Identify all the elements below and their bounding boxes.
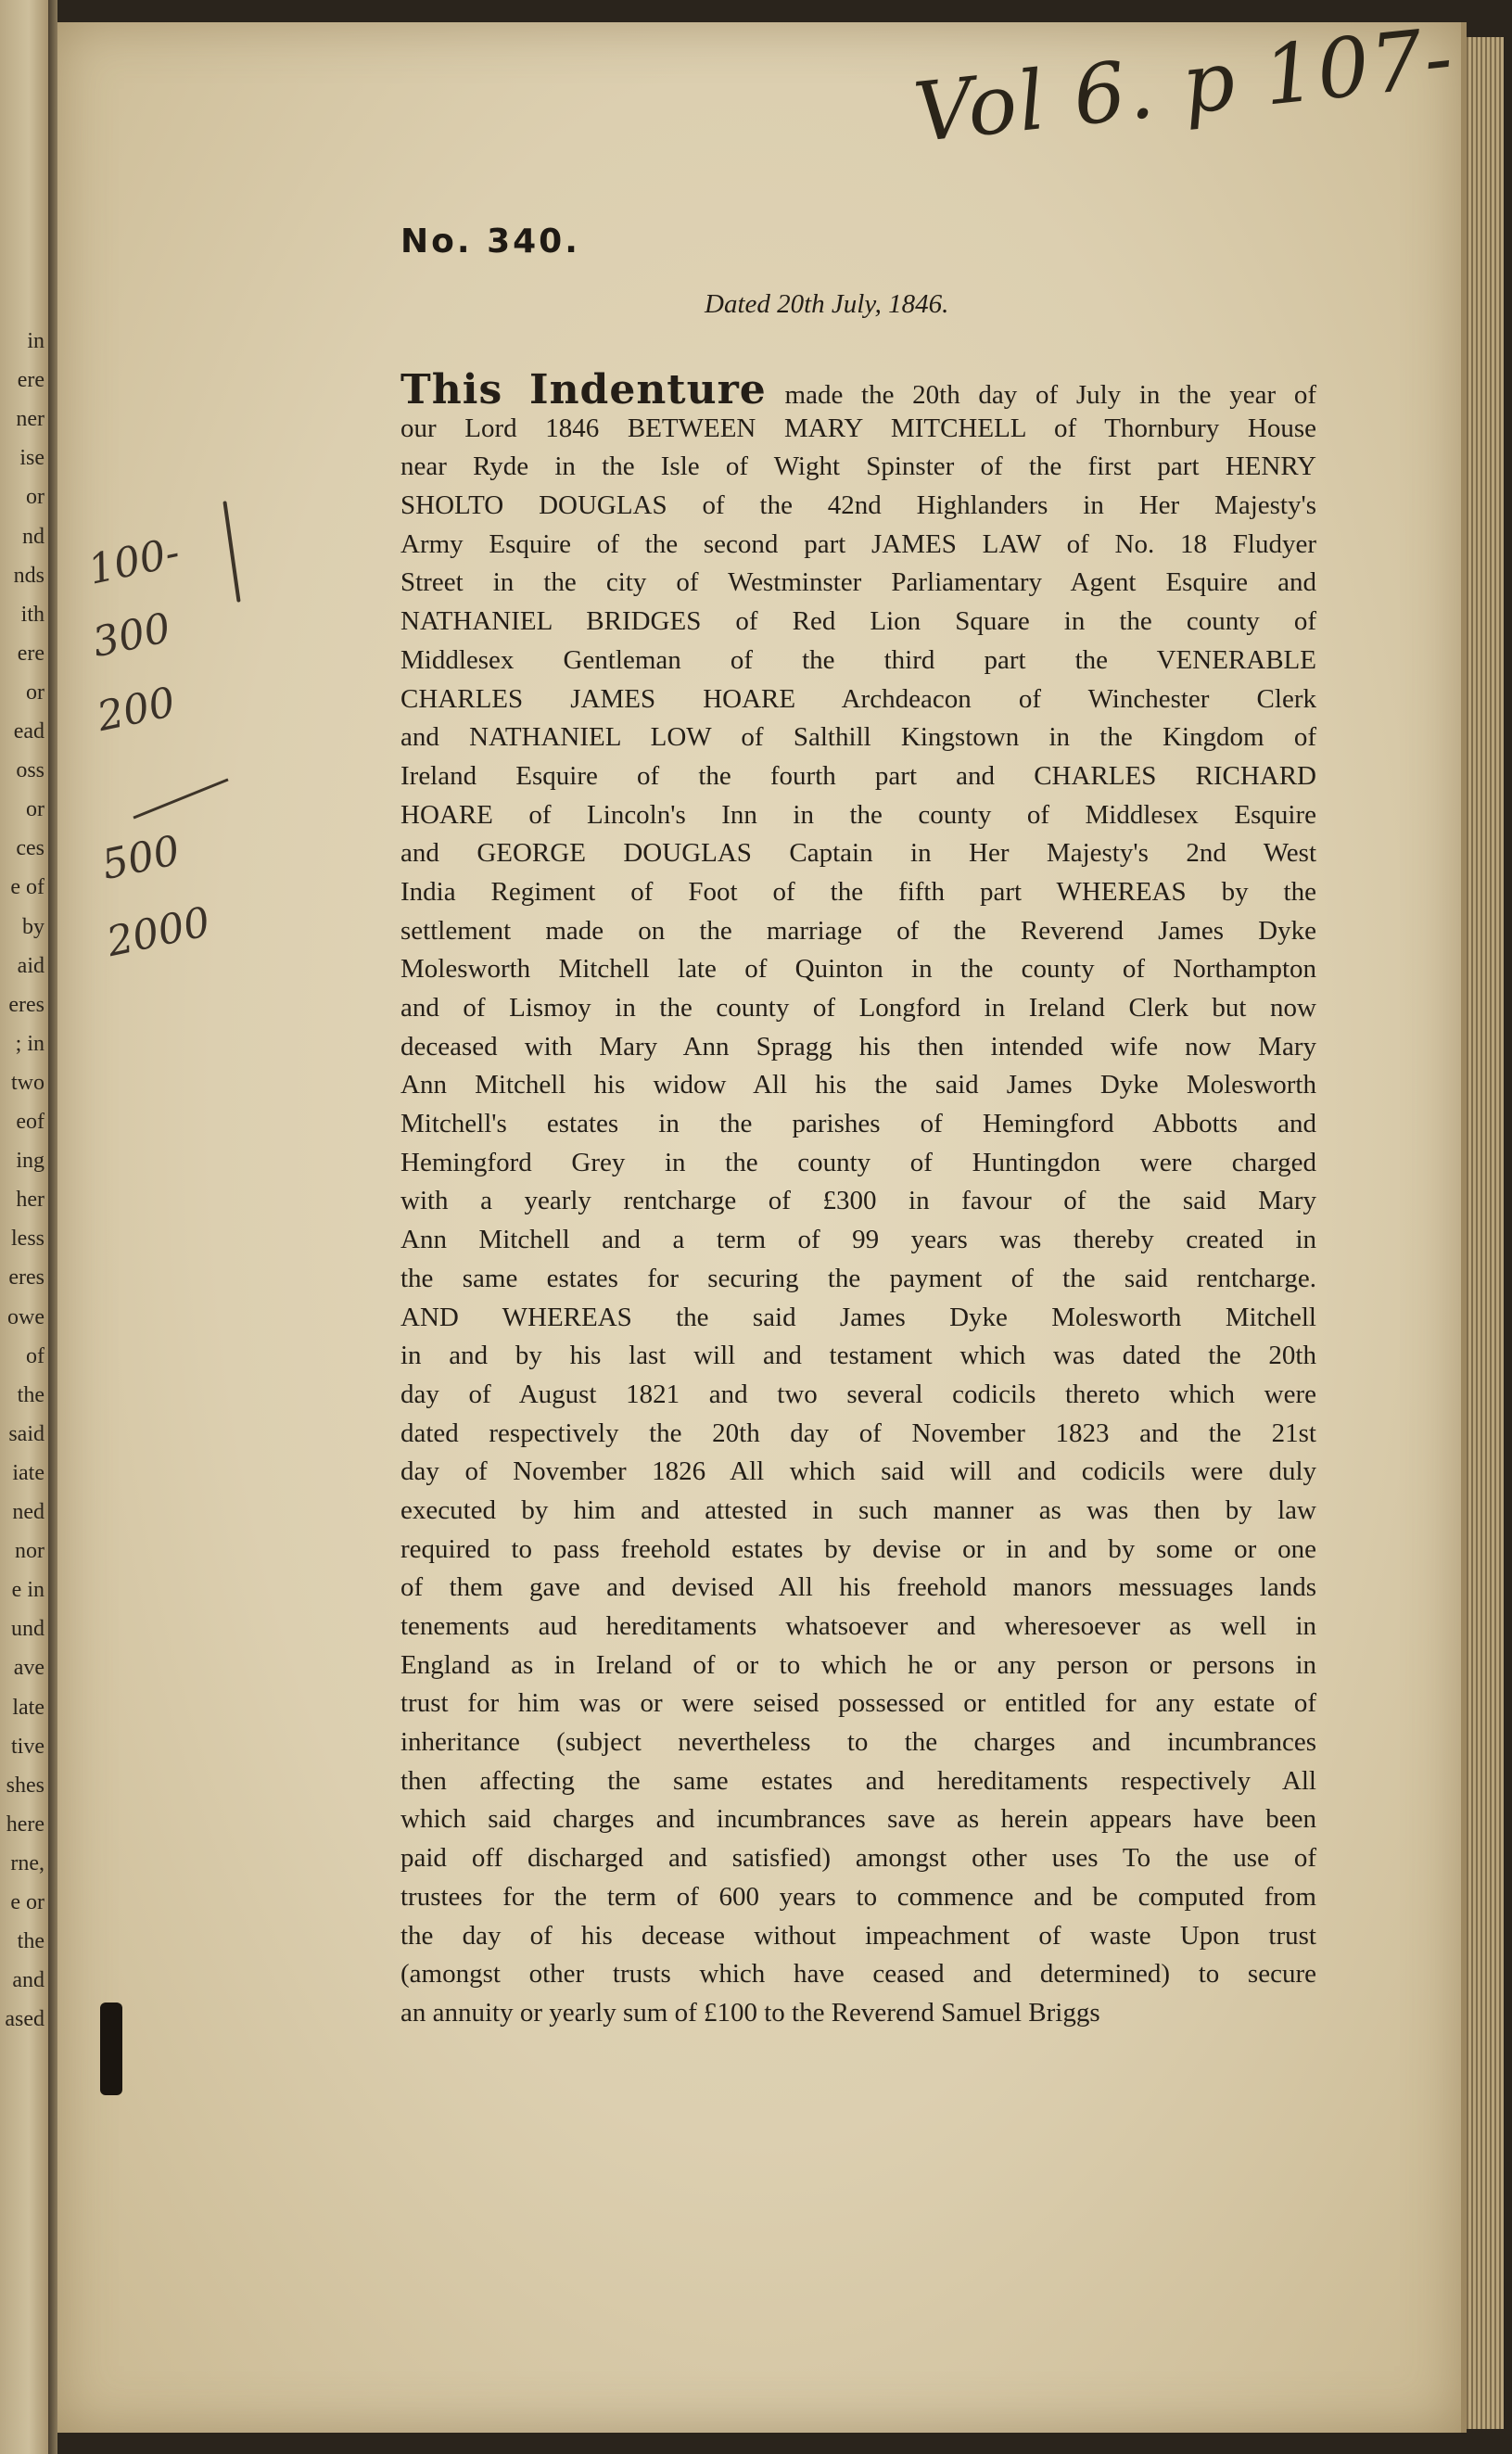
fragment-text: ith xyxy=(20,602,44,627)
fragment-text: e in xyxy=(11,1578,44,1603)
fragment-text: ner xyxy=(16,407,44,432)
fragment-text: ead xyxy=(13,719,44,744)
text-line: an annuity or yearly sum of £100 to the Reverend Samuel Briggs xyxy=(400,1997,1100,2028)
fragment-text: eof xyxy=(16,1110,44,1134)
text-line: day of August 1821 and two several codicils thereto which were xyxy=(400,1379,1316,1409)
fragment-text: aid xyxy=(17,953,44,978)
text-line: the day of his decease without impeachment of waste Upon trust xyxy=(400,1920,1316,1951)
text-line: in and by his last will and testament which was dated the 20th xyxy=(400,1341,1316,1371)
text-line: executed by him and attested in such manner as was then by law xyxy=(400,1494,1316,1525)
fragment-text: nor xyxy=(15,1539,44,1564)
text-line: Molesworth Mitchell late of Quinton in the county of Northampton xyxy=(400,954,1316,985)
fragment-text: in xyxy=(27,329,44,353)
fragment-text: or xyxy=(26,680,44,705)
fragment-text: iate xyxy=(12,1460,44,1485)
book-gutter xyxy=(48,0,57,2454)
fragment-text: less xyxy=(11,1227,44,1252)
text-line: the same estates for securing the payment of the said rentcharge. xyxy=(400,1263,1316,1293)
text-line: near Ryde in the Isle of Wight Spinster of the first part HENRY xyxy=(400,451,1316,482)
text-line: settlement made on the marriage of the Reverend James Dyke xyxy=(400,915,1316,946)
fragment-text: und xyxy=(11,1617,44,1642)
text-line: and NATHANIEL LOW of Salthill Kingstown in the Kingdom of xyxy=(400,722,1316,753)
text-line: Mitchell's estates in the parishes of Hemingford Abbotts and xyxy=(400,1109,1316,1139)
fragment-text: e of xyxy=(10,875,44,900)
fragment-text: ere xyxy=(17,368,44,393)
text-line: of them gave and devised All his freehold manors messuages lands xyxy=(400,1572,1316,1603)
text-line: Army Esquire of the second part JAMES LAW of No. 18 Fludyer xyxy=(400,528,1316,559)
fragment-text: e or xyxy=(10,1890,44,1914)
text-line: CHARLES JAMES HOARE Archdeacon of Winchester Clerk xyxy=(400,683,1316,714)
text-line: required to pass freehold estates by devise or in and by some or one xyxy=(400,1533,1316,1564)
fragment-text: her xyxy=(16,1188,44,1213)
text-line: tenements aud hereditaments whatsoever and wheresoever as well in xyxy=(400,1611,1316,1641)
handwritten-volume-reference: Vol 6. p 107- xyxy=(909,8,1459,161)
fragment-text: eres xyxy=(8,992,44,1017)
text-line: with a yearly rentcharge of £300 in favour of the said Mary xyxy=(400,1186,1316,1216)
fragment-text: the xyxy=(17,1382,44,1407)
opening-words: This Indenture xyxy=(400,366,767,413)
deed-date: Dated 20th July, 1846. xyxy=(705,289,949,319)
margin-note: 200 xyxy=(93,678,180,742)
fragment-text: two xyxy=(11,1070,44,1095)
fragment-text: by xyxy=(22,914,44,939)
text-line: paid off discharged and satisfied) amongst other uses To the use of xyxy=(400,1843,1316,1874)
fragment-text: ere xyxy=(17,641,44,666)
fragment-text: the xyxy=(17,1929,44,1954)
text-line: Ann Mitchell his widow All his the said James Dyke Molesworth xyxy=(400,1070,1316,1100)
deed-number: No. 340. xyxy=(400,223,580,261)
fragment-text: or xyxy=(26,485,44,510)
text-line: This Indenture made the 20th day of July in the year of xyxy=(400,366,1317,413)
fragment-text: nd xyxy=(22,524,44,549)
fragment-text: said xyxy=(8,1421,44,1446)
text-line: (amongst other trusts which have ceased and determined) to secure xyxy=(400,1959,1316,1990)
fragment-text: here xyxy=(6,1812,44,1837)
fragment-text: ing xyxy=(16,1149,44,1174)
text-line: Street in the city of Westminster Parliamentary Agent Esquire and xyxy=(400,567,1316,598)
fragment-text: rne, xyxy=(10,1850,44,1875)
text-line: and of Lismoy in the county of Longford in Ireland Clerk but now xyxy=(400,993,1316,1023)
fragment-text: ; in xyxy=(15,1031,44,1056)
text-line: England as in Ireland of or to which he or any person or persons in xyxy=(400,1649,1316,1680)
text-line: trustees for the term of 600 years to commence and be computed from xyxy=(400,1881,1316,1912)
text-line: and GEORGE DOUGLAS Captain in Her Majesty's 2nd West xyxy=(400,838,1316,869)
fragment-text: nds xyxy=(13,563,44,588)
fragment-text: and xyxy=(12,1968,44,1993)
text-line: then affecting the same estates and hereditaments respectively All xyxy=(400,1765,1316,1796)
binding-thread xyxy=(100,2003,122,2095)
margin-note: 500 xyxy=(97,826,184,890)
fragment-text: shes xyxy=(6,1773,44,1798)
text-line: AND WHEREAS the said James Dyke Molesworth Mitchell xyxy=(400,1302,1316,1332)
text-line: India Regiment of Foot of the fifth part WHEREAS by the xyxy=(400,876,1316,907)
text-line: inheritance (subject nevertheless to the charges and incumbrances xyxy=(400,1727,1316,1758)
fragment-text: ise xyxy=(19,446,44,471)
fragment-text: ave xyxy=(13,1656,44,1681)
previous-page-fragment xyxy=(0,0,48,2454)
text-line: dated respectively the 20th day of November 1823 and the 21st xyxy=(400,1418,1316,1448)
indenture-text xyxy=(400,366,1317,2033)
text-line: our Lord 1846 BETWEEN MARY MITCHELL of Thornbury House xyxy=(400,413,1316,443)
text-line: day of November 1826 All which said will and codicils were duly xyxy=(400,1456,1316,1487)
fragment-text: of xyxy=(26,1343,44,1368)
fragment-text: owe xyxy=(7,1304,44,1329)
margin-note: 300 xyxy=(88,604,175,668)
text-line: Middlesex Gentleman of the third part the VENERABLE xyxy=(400,644,1316,675)
text-line: Hemingford Grey in the county of Huntingdon were charged xyxy=(400,1147,1316,1177)
fragment-text: ces xyxy=(16,836,44,861)
fragment-text: tive xyxy=(11,1734,44,1759)
text-line: deceased with Mary Ann Spragg his then intended wife now Mary xyxy=(400,1031,1316,1062)
text-line: HOARE of Lincoln's Inn in the county of Middlesex Esquire xyxy=(400,799,1316,830)
text-line: Ann Mitchell and a term of 99 years was thereby created in xyxy=(400,1225,1316,1255)
fragment-text: late xyxy=(12,1695,44,1720)
fragment-text: oss xyxy=(16,758,44,783)
margin-note: 100- xyxy=(83,528,184,594)
fragment-text: eres xyxy=(8,1265,44,1291)
text-line: SHOLTO DOUGLAS of the 42nd Highlanders in Her Majesty's xyxy=(400,490,1316,521)
text-line: Ireland Esquire of the fourth part and CHARLES RICHARD xyxy=(400,760,1316,791)
fragment-text: ased xyxy=(5,2007,44,2032)
text-line: NATHANIEL BRIDGES of Red Lion Square in the county of xyxy=(400,606,1316,637)
text-line: which said charges and incumbrances save as herein appears have been xyxy=(400,1804,1316,1835)
text-line: trust for him was or were seised possessed or entitled for any estate of xyxy=(400,1688,1316,1719)
fragment-text: ned xyxy=(12,1500,44,1524)
fragment-text: or xyxy=(26,797,44,822)
page-edges xyxy=(1467,37,1504,2429)
margin-note: 2000 xyxy=(102,897,215,967)
